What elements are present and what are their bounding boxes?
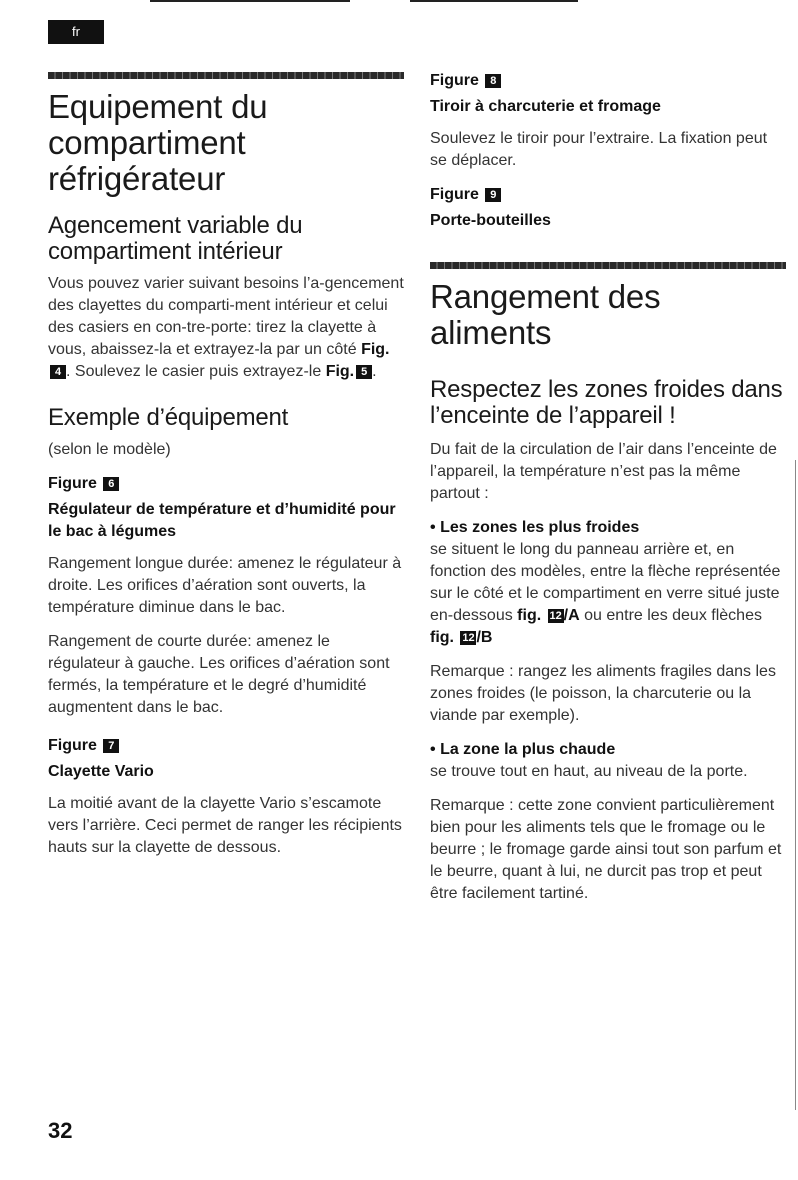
figure-number-badge: 9	[485, 188, 501, 202]
body-text: ou entre les deux flèches	[584, 607, 762, 624]
body-text: se trouve tout en haut, au niveau de la porte.	[430, 763, 748, 780]
section-bar	[430, 262, 786, 269]
section-heading: Agencement variable du compartiment intérieur	[48, 212, 303, 265]
bullet-title: La zone la plus chaude	[440, 741, 616, 758]
section-heading: Exemple d’équipement	[48, 404, 289, 431]
top-rule	[150, 0, 350, 2]
body-text: .	[372, 363, 377, 380]
remark-paragraph: Remarque : rangez les aliments fragiles dans les zones froides (le poisson, la charcuterie ou la viande par exemple).	[430, 663, 776, 724]
remark-paragraph: Remarque : cette zone convient particulièrement bien pour les aliments tels que le fromage ou le beurre ; le fromage garde ainsi tout son parfum et le beurre, quant à lui, ne durcit pas trop et peut être facilement tartiné.	[430, 797, 782, 902]
bullet-icon: •	[430, 519, 436, 536]
section-bar	[48, 72, 404, 79]
figure-title: Tiroir à charcuterie et fromage	[430, 98, 661, 115]
bullet-item	[430, 517, 786, 649]
chapter-title: Rangement des aliments	[430, 278, 661, 351]
body-text: se situent le long du panneau arrière et, en fonction des modèles, entre la flèche représentée sur le côté et le compartiment en verre situé juste en-dessous	[430, 541, 781, 624]
figure-label: Figure 9	[430, 184, 786, 206]
body-paragraph: Soulevez le tiroir pour l’extraire. La fixation peut se déplacer.	[430, 130, 768, 169]
figure-title: Clayette Vario	[48, 763, 154, 780]
body-paragraph: Rangement de courte durée: amenez le régulateur à gauche. Les orifices d’aération sont fermés, la température et le degré d’humidité augmentent dans le bac.	[48, 633, 390, 716]
section-subtitle: (selon le modèle)	[48, 441, 171, 458]
figure-reference: Fig. 5	[326, 363, 372, 380]
left-column	[48, 72, 404, 871]
figure-reference: fig. 12 /B	[430, 629, 493, 646]
body-paragraph: Du fait de la circulation de l’air dans l’enceinte de l’appareil, la température n’est pas la même partout :	[430, 441, 777, 502]
language-tag: fr	[48, 20, 104, 44]
top-rule	[410, 0, 578, 2]
figure-number-badge: 12	[549, 610, 562, 622]
bullet-item	[430, 739, 786, 783]
body-paragraph: La moitié avant de la clayette Vario s’escamote vers l’arrière. Ceci permet de ranger les récipients hauts sur la clayette de dessous.	[48, 795, 402, 856]
figure-number-badge: 5	[356, 365, 372, 379]
section-heading: Respectez les zones froides dans l’enceinte de l’appareil !	[430, 376, 783, 429]
figure-number-badge: 12	[462, 632, 475, 644]
bullet-title: Les zones les plus froides	[440, 519, 640, 536]
figure-title: Porte-bouteilles	[430, 212, 551, 229]
figure-title: Régulateur de température et d’humidité pour le bac à légumes	[48, 501, 396, 540]
chapter-title: Equipement du compartiment réfrigérateur	[48, 88, 268, 197]
page-number: 32	[48, 1118, 73, 1143]
body-paragraph: Rangement longue durée: amenez le régulateur à droite. Les orifices d’aération sont ouverts, la température diminue dans le bac.	[48, 555, 402, 616]
figure-label: Figure 6	[48, 473, 404, 495]
body-text: . Soulevez le casier puis extrayez-le	[66, 363, 322, 380]
figure-label: Figure 8	[430, 70, 786, 92]
right-column	[430, 70, 786, 917]
figure-number-badge: 8	[485, 74, 501, 88]
figure-number-badge: 7	[103, 739, 119, 753]
edge-rule	[795, 460, 796, 1110]
body-text: Vous pouvez varier suivant besoins l’a-gencement des clayettes du comparti-ment intérieur et celui des casiers en con-tre-porte: tirez la clayette à vous, abaissez-la et extrayez-la par un côté	[48, 275, 404, 358]
figure-label: Figure 7	[48, 735, 404, 757]
figure-number-badge: 6	[103, 477, 119, 491]
bullet-icon: •	[430, 741, 436, 758]
figure-number-badge: 4	[50, 365, 66, 379]
figure-reference: Fig.4	[48, 341, 390, 380]
figure-reference: fig. 12 /A	[517, 607, 580, 624]
body-paragraph	[48, 273, 404, 383]
